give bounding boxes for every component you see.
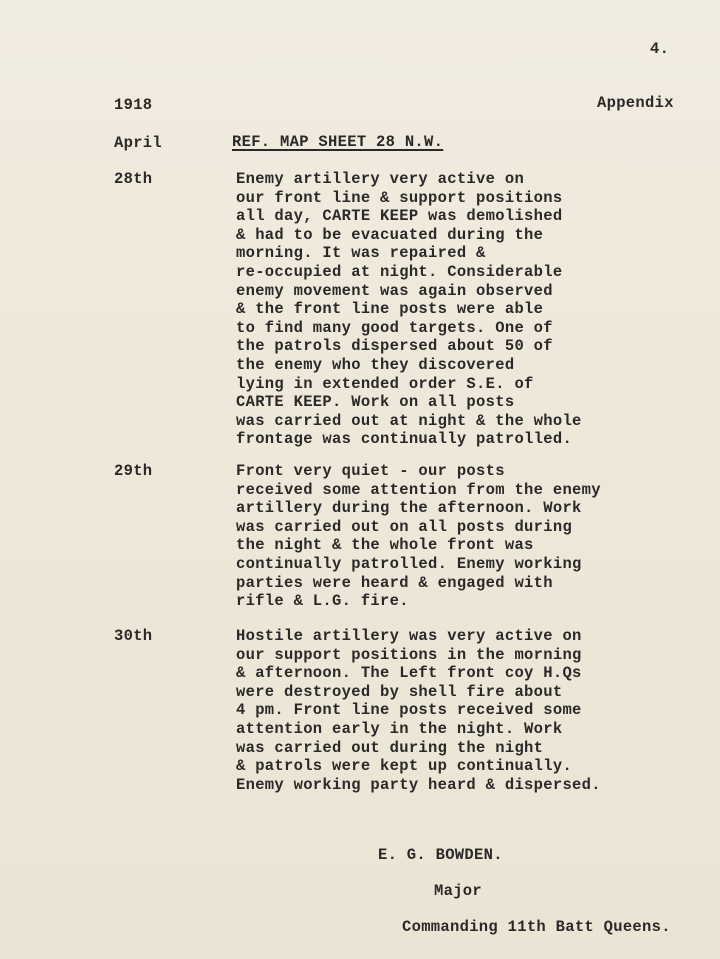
entry-line: Enemy artillery very active on [236, 170, 525, 188]
month: April [114, 134, 163, 152]
entry-line: Hostile artillery was very active on [236, 627, 582, 645]
entry-line: the enemy who they discovered [236, 355, 515, 374]
entry-line: 4 pm. Front line posts received some [236, 701, 582, 720]
entry-line: our front line & support positions [236, 188, 563, 207]
map-reference: REF. MAP SHEET 28 N.W. [232, 133, 444, 151]
entry-line: rifle & L.G. fire. [236, 592, 409, 611]
entry-line: artillery during the afternoon. Work [236, 499, 582, 518]
entry-line: our support positions in the morning [236, 645, 582, 664]
entry-line: to find many good targets. One of [236, 318, 553, 337]
entry-text-30th [236, 627, 601, 794]
signature-rank: Major [434, 882, 483, 900]
entry-line: enemy movement was again observed [236, 281, 553, 300]
signature-title: Commanding 11th Batt Queens. [402, 918, 671, 936]
entry-line: & the front line posts were able [236, 300, 544, 319]
entry-line: were destroyed by shell fire about [236, 682, 563, 701]
entry-text-28th [236, 170, 582, 449]
entry-line: re-occupied at night. Considerable [236, 262, 563, 281]
entry-line: continually patrolled. Enemy working [236, 554, 582, 573]
year: 1918 [114, 96, 153, 114]
entry-date-29th: 29th [114, 462, 153, 480]
entry-line: was carried out at night & the whole [236, 411, 582, 430]
entry-line: & had to be evacuated during the [236, 225, 544, 244]
entry-line: & patrols were kept up continually. [236, 757, 573, 776]
appendix-label: Appendix [597, 94, 674, 112]
entry-line: all day, CARTE KEEP was demolished [236, 207, 563, 226]
entry-line: & afternoon. The Left front coy H.Qs [236, 664, 582, 683]
entry-line: was carried out during the night [236, 738, 544, 757]
entry-line: attention early in the night. Work [236, 719, 563, 738]
entry-line: morning. It was repaired & [236, 244, 486, 263]
entry-line: frontage was continually patrolled. [236, 430, 573, 449]
entry-line: lying in extended order S.E. of [236, 374, 534, 393]
entry-line: parties were heard & engaged with [236, 573, 553, 592]
entry-date-30th: 30th [114, 627, 153, 645]
entry-line: CARTE KEEP. Work on all posts [236, 393, 515, 412]
entry-line: received some attention from the enemy [236, 480, 601, 499]
entry-line: was carried out on all posts during [236, 517, 573, 536]
entry-line: Enemy working party heard & dispersed. [236, 775, 601, 794]
entry-date-28th: 28th [114, 170, 153, 188]
entry-line: the night & the whole front was [236, 536, 534, 555]
entry-line: Front very quiet - our posts [236, 462, 505, 480]
signature-name: E. G. BOWDEN. [378, 846, 503, 864]
entry-line: the patrols dispersed about 50 of [236, 337, 553, 356]
page-number: 4. [650, 40, 670, 58]
entry-text-29th [236, 462, 601, 611]
